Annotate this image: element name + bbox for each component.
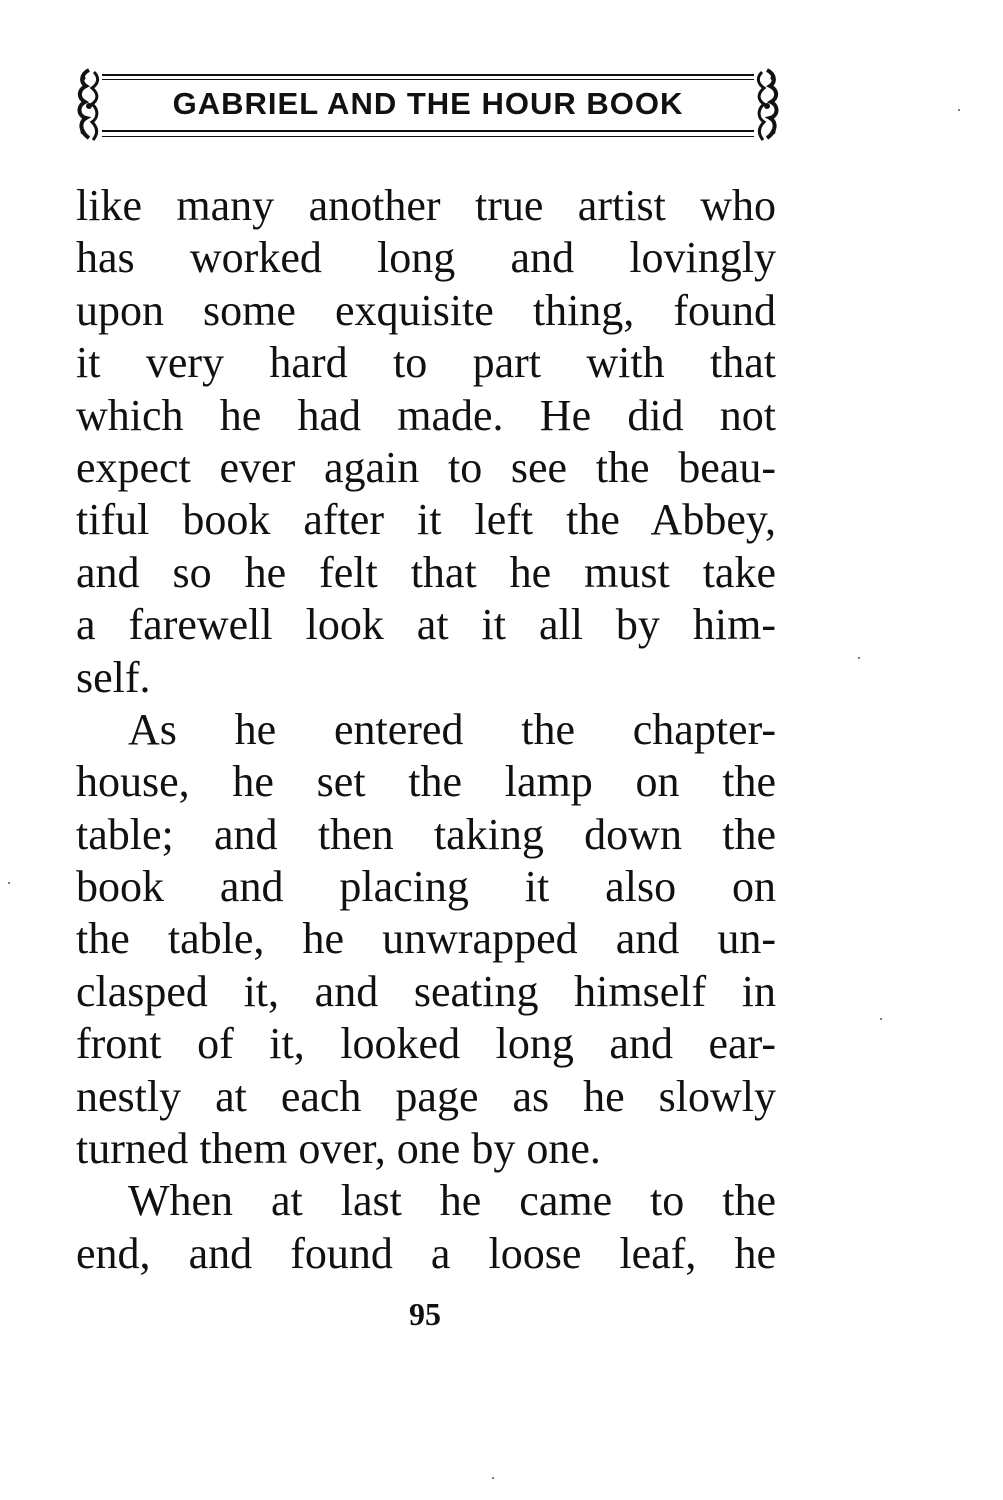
text-line: clasped it, and seating himself in xyxy=(76,966,776,1016)
text-line: front of it, looked long and ear- xyxy=(76,1019,776,1069)
text-line: which he had made. He did not xyxy=(76,390,776,440)
header-rule-top xyxy=(102,74,754,76)
text-line: it very hard to part with that xyxy=(76,338,776,388)
body-text xyxy=(76,180,776,1280)
text-line: expect ever again to see the beau- xyxy=(76,442,776,492)
text-line: book and placing it also on xyxy=(76,862,776,912)
page-number: 95 xyxy=(409,1296,441,1332)
text-line: like many another true artist who xyxy=(76,181,776,230)
text-line: end, and found a loose leaf, he xyxy=(76,1228,776,1278)
text-line: self. xyxy=(76,652,151,702)
text-line: When at last he came to the xyxy=(128,1176,776,1226)
running-head-title: GABRIEL AND THE HOUR BOOK xyxy=(172,86,684,121)
text-line: upon some exquisite thing, found xyxy=(76,285,776,335)
paper-speck xyxy=(958,109,960,111)
text-line: a farewell look at it all by him- xyxy=(76,600,776,650)
text-line: has worked long and lovingly xyxy=(76,233,776,283)
text-line: and so he felt that he must take xyxy=(76,547,776,597)
header-rule-top-thin xyxy=(102,79,754,80)
header-rule-bottom-thin xyxy=(102,136,754,137)
running-head xyxy=(72,68,784,148)
text-line: turned them over, one by one. xyxy=(76,1124,601,1174)
paper-speck xyxy=(858,657,860,659)
paper-speck xyxy=(8,882,10,884)
paper-speck xyxy=(880,1018,882,1020)
text-line: the table, he unwrapped and un- xyxy=(76,914,776,964)
paper-speck xyxy=(492,1477,494,1479)
right-ornament-icon xyxy=(750,68,784,144)
text-line: house, he set the lamp on the xyxy=(76,757,776,807)
text-line: table; and then taking down the xyxy=(76,809,776,859)
text-line: nestly at each page as he slowly xyxy=(76,1071,776,1121)
text-line: As he entered the chapter- xyxy=(128,704,776,754)
text-line: tiful book after it left the Abbey, xyxy=(76,495,776,545)
header-rule-bottom xyxy=(102,130,754,132)
